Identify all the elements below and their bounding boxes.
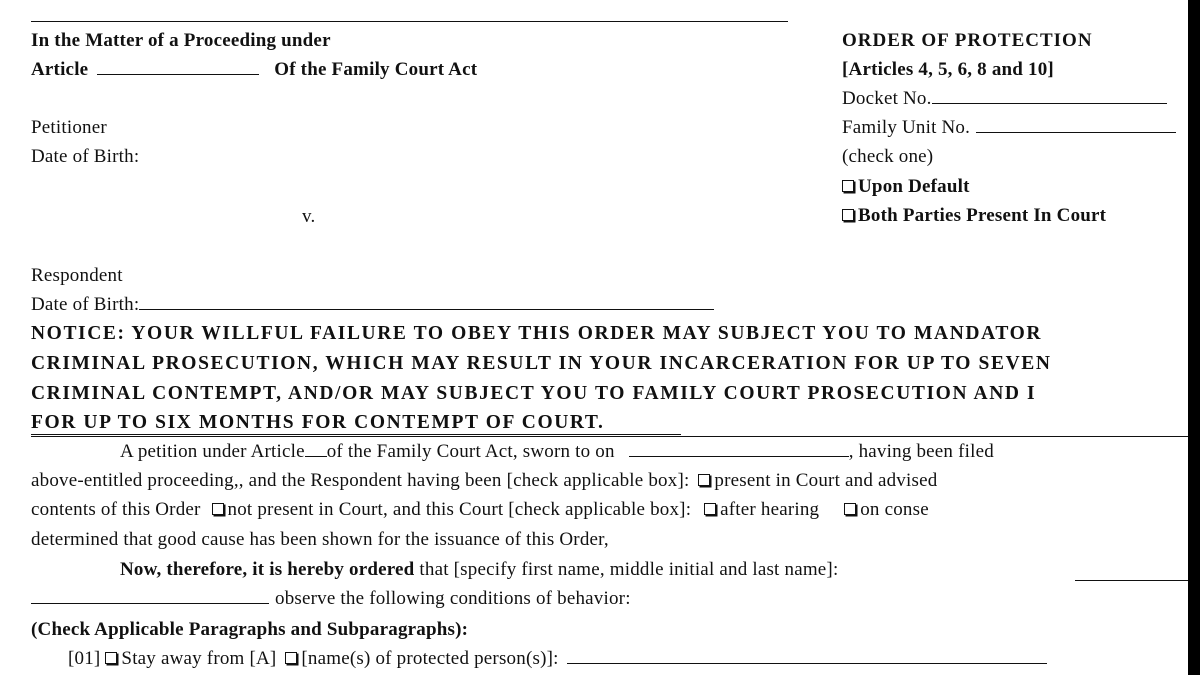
notice-line2: CRIMINAL PROSECUTION, WHICH MAY RESULT IN YOUR INCARCERATION FOR UP TO SEVEN	[31, 353, 1052, 374]
paragraph-01-number: [01]	[68, 648, 101, 669]
specify-name-text: that [specify first name, middle initial and last name]:	[419, 559, 839, 580]
respondent-name-blank-left[interactable]	[31, 603, 269, 604]
family-unit-blank[interactable]	[976, 132, 1176, 133]
present-in-court-text: present in Court and advised	[714, 470, 938, 491]
order-title: ORDER OF PROTECTION	[842, 30, 1093, 51]
on-consent-text: on conse	[860, 499, 929, 520]
article-number-blank[interactable]	[97, 74, 259, 75]
option-both-present[interactable]	[842, 205, 1106, 227]
contents-text: contents of this Order	[31, 499, 201, 520]
caption-line1: In the Matter of a Proceeding under	[31, 30, 331, 51]
check-paragraphs-heading: (Check Applicable Paragraphs and Subparagraphs):	[31, 619, 469, 640]
sworn-date-blank[interactable]	[629, 456, 849, 457]
respondent-name-blank-right[interactable]	[1075, 580, 1188, 581]
petition-sworn-text: of the Family Court Act, sworn to on	[326, 441, 615, 462]
petition-article-text: A petition under Article	[120, 441, 305, 462]
both-present-label: Both Parties Present In Court	[858, 205, 1107, 226]
not-present-checkbox[interactable]	[212, 503, 224, 515]
conditions-text: observe the following conditions of behavior:	[275, 588, 631, 609]
petition-filed-text: , having been filed	[848, 441, 994, 462]
present-in-court-checkbox[interactable]	[698, 474, 710, 486]
respondent-dob-row	[31, 294, 714, 316]
notice-bottom-rule	[31, 436, 1188, 437]
caption-line2	[31, 59, 477, 81]
ordered-line	[120, 559, 838, 581]
petitioner-label: Petitioner	[31, 117, 107, 138]
docket-label: Docket No.	[842, 88, 932, 109]
petition-line3	[31, 499, 929, 521]
respondent-label: Respondent	[31, 265, 123, 286]
petition-line4: determined that good cause has been shown for the issuance of this Order,	[31, 529, 609, 550]
upon-default-checkbox[interactable]	[842, 180, 854, 192]
notice-line3: CRIMINAL CONTEMPT, AND/OR MAY SUBJECT YOU TO FAMILY COURT PROSECUTION AND I	[31, 383, 1037, 404]
after-hearing-checkbox[interactable]	[704, 503, 716, 515]
article-label: Article	[31, 59, 89, 80]
notice-line4: FOR UP TO SIX MONTHS FOR CONTEMPT OF COURT.	[31, 412, 605, 433]
petition-line1	[120, 441, 994, 463]
petition-article-blank[interactable]	[305, 456, 327, 457]
paragraph-01-checkbox[interactable]	[105, 652, 117, 664]
protected-persons-checkbox[interactable]	[285, 652, 297, 664]
notice-line1: NOTICE: YOUR WILLFUL FAILURE TO OBEY THIS ORDER MAY SUBJECT YOU TO MANDATOR	[31, 323, 1043, 344]
docket-row	[842, 88, 1167, 110]
respondent-status-text: above-entitled proceeding,, and the Respondent having been [check applicable box]:	[31, 470, 690, 491]
order-articles: [Articles 4, 5, 6, 8 and 10]	[842, 59, 1054, 80]
check-one-label: (check one)	[842, 146, 934, 167]
petitioner-dob-label: Date of Birth:	[31, 146, 140, 167]
family-unit-label: Family Unit No.	[842, 117, 971, 138]
upon-default-label: Upon Default	[858, 176, 970, 197]
versus-label: v.	[302, 206, 316, 227]
respondent-dob-blank[interactable]	[139, 309, 714, 310]
option-upon-default[interactable]	[842, 176, 970, 198]
after-hearing-text: after hearing	[720, 499, 820, 520]
petition-line2	[31, 470, 937, 492]
notice-underline-short	[31, 434, 681, 435]
paragraph-01	[68, 648, 1047, 670]
docket-blank[interactable]	[932, 103, 1167, 104]
family-unit-row	[842, 117, 1176, 139]
not-present-text: not present in Court, and this Court [check applicable box]:	[227, 499, 692, 520]
protected-persons-blank[interactable]	[567, 663, 1047, 664]
now-therefore-text: Now, therefore, it is hereby ordered	[120, 559, 415, 580]
caption-top-rule	[31, 21, 788, 22]
family-court-act-text: Of the Family Court Act	[274, 59, 478, 80]
stay-away-text: Stay away from [A]	[121, 648, 277, 669]
respondent-dob-label: Date of Birth:	[31, 294, 140, 315]
conditions-line	[31, 588, 631, 610]
both-present-checkbox[interactable]	[842, 209, 854, 221]
page-edge-bar	[1188, 0, 1200, 675]
protected-persons-text: [name(s) of protected person(s)]:	[301, 648, 559, 669]
on-consent-checkbox[interactable]	[844, 503, 856, 515]
